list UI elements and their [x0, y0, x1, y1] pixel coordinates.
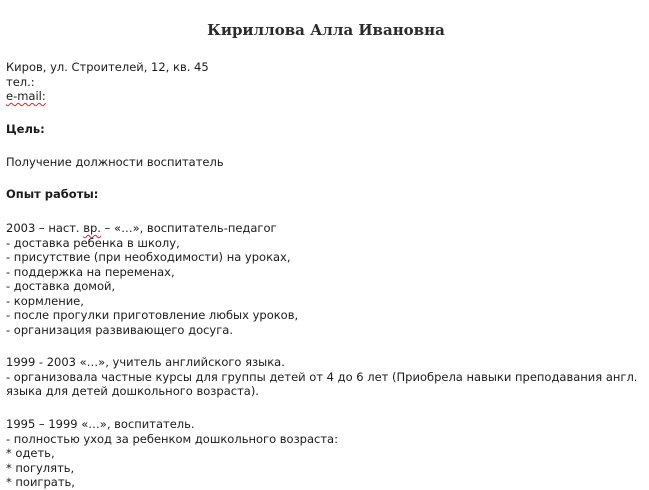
job-2-duty: - организовала частные курсы для группы детей от 4 до 6 лет (Приобрела навыки преподавания англ. языка для детей дошкольного возраста).: [6, 369, 638, 398]
job-3-duty: - полностью уход за ребенком дошкольного возраста:: [6, 431, 338, 446]
job-1-duty: - кормление,: [6, 293, 84, 308]
contact-section: [6, 60, 646, 104]
job-1: [6, 221, 646, 337]
address-text: Киров, ул. Строителей, 12, кв. 45: [6, 60, 209, 74]
job-3-duty: * одеть,: [6, 446, 55, 460]
resume-document: [6, 0, 646, 489]
job-1-duty: - присутствие (при необходимости) на уроках,: [6, 250, 291, 264]
job-2: [6, 355, 646, 399]
goal-heading: Цель:: [6, 122, 45, 136]
job-1-title-abbr: вр.: [83, 221, 101, 235]
job-1-title-pre: 2003 – наст.: [6, 221, 84, 235]
job-2-title: 1999 - 2003 «…», учитель английского языка.: [6, 355, 285, 369]
experience-heading: Опыт работы:: [6, 187, 99, 201]
email-label-text: e-mail:: [6, 89, 46, 103]
job-1-duty: - доставка домой,: [6, 279, 116, 293]
job-1-duty: - доставка ребенка в школу,: [6, 235, 180, 250]
job-1-duty: - после прогулки приготовление любых уроков,: [6, 308, 299, 322]
email-label: [6, 89, 646, 104]
job-3-duty: * погулять,: [6, 460, 75, 475]
job-3-title: 1995 – 1999 «…», воспитатель.: [6, 417, 195, 431]
phone-label: тел.:: [6, 74, 35, 89]
job-1-title: [6, 221, 646, 236]
goal-text: Получение должности воспитатель: [6, 155, 224, 169]
job-1-duty: - поддержка на переменах,: [6, 264, 175, 279]
resume-name-heading: Кириллова Алла Ивановна: [207, 21, 445, 39]
job-1-title-post: – «…», воспитатель-педагог: [100, 221, 277, 235]
job-3: [6, 417, 646, 490]
job-3-duty: * поиграть,: [6, 475, 75, 489]
job-1-duty: - организация развивающего досуга.: [6, 322, 233, 337]
